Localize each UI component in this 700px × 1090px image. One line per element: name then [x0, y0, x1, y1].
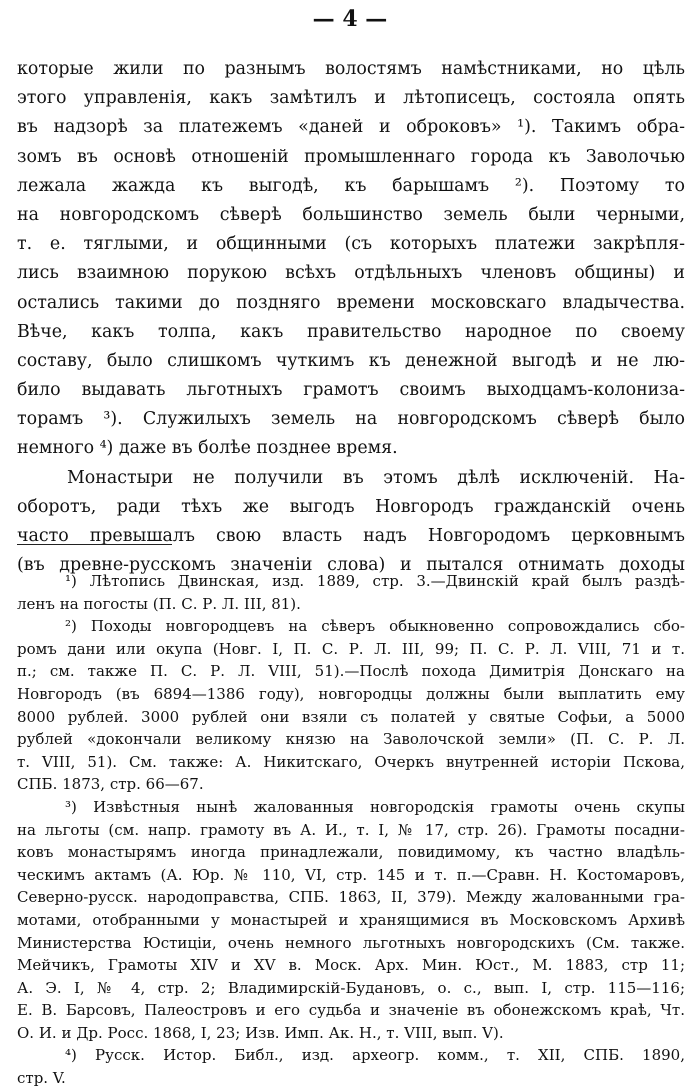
footnote-line: п.; см. также П. С. Р. Л. VIII, 51).—Послѣ похода Димитрія Донскаго на: [17, 662, 685, 681]
text-line: Вѣче, какъ толпа, какъ правительство народное по своему: [17, 321, 685, 342]
footnote-line: Северно-русск. народоправства, СПБ. 1863, II, 379). Между жалованными гра-: [17, 888, 685, 907]
text-line: составу, было слишкомъ чуткимъ къ денежной выгодѣ и не лю-: [17, 350, 685, 371]
footnote-line: ⁴) Русск. Истор. Библ., изд. археогр. комм., т. XII, СПБ. 1890,: [65, 1046, 685, 1065]
footnote-line: ленъ на погосты (П. С. Р. Л. III, 81).: [17, 594, 301, 613]
footnote-line: ковъ монастырямъ иногда принадлежали, повидимому, къ частно владѣль-: [17, 843, 685, 862]
footnote-line: мотами, отобранными у монастырей и хранящимися въ Московскомъ Архивѣ: [17, 910, 685, 929]
text-line: на новгородскомъ сѣверѣ большинство земель были черными,: [17, 204, 685, 225]
footnote-divider: [17, 544, 172, 545]
text-line: Монастыри не получили въ этомъ дѣлѣ исключеній. На-: [67, 467, 685, 488]
footnote-line: стр. V.: [17, 1069, 66, 1088]
text-line: оборотъ, ради тѣхъ же выгодъ Новгородъ гражданскій очень: [17, 496, 685, 517]
footnote-line: Министерства Юстиціи, очень немного льготныхъ новгородскихъ (См. также.: [17, 933, 685, 952]
text-line: немного ⁴) даже въ болѣе позднее время.: [17, 438, 398, 459]
text-line: лись взаимною порукою всѣхъ отдѣльныхъ членовъ общины) и: [17, 263, 685, 284]
main-text: [17, 55, 685, 580]
footnote-line: 8000 рублей. 3000 рублей они взяли съ полатей у святые Софьи, а 5000: [17, 707, 685, 726]
text-line: часто превышалъ свою власть надъ Новгородомъ церковнымъ: [17, 526, 685, 546]
footnote-line: А. Э. I, № 4, стр. 2; Владимирскій-Будановъ, о. с., вып. I, стр. 115—116;: [17, 978, 685, 997]
text-line: въ надзорѣ за платежемъ «даней и оброковъ» ¹). Такимъ обра-: [17, 117, 685, 138]
footnote-line: Новгородъ (въ 6894—1386 году), новгородцы должны были выплатить ему: [17, 684, 685, 703]
footnote-line: рублей «докончали великому князю на Заволочской земли» (П. С. Р. Л.: [17, 730, 685, 749]
text-line: этого управленія, какъ замѣтилъ и лѣтописецъ, состояла опять: [17, 88, 685, 109]
footnote-line: ¹) Лѣтопись Двинская, изд. 1889, стр. 3.—Двинскій край былъ раздѣ-: [65, 572, 685, 590]
footnote-line: Е. В. Барсовъ, Палеостровъ и его судьба и значеніе въ обонежскомъ краѣ, Чт.: [17, 1001, 685, 1020]
text-line: которые жили по разнымъ волостямъ намѣстниками, но цѣль: [17, 59, 685, 79]
footnote-line: СПБ. 1873, стр. 66—67.: [17, 775, 204, 794]
text-line: зомъ въ основѣ отношеній промышленнаго города къ Заволочью: [17, 146, 685, 167]
text-line: т. е. тяглыми, и общинными (съ которыхъ платежи закрѣпля-: [17, 234, 685, 255]
footnote-line: Мейчикъ, Грамоты XIV и XV в. Моск. Арх. Мин. Юст., М. 1883, стр 11;: [17, 956, 685, 975]
footnote-line: ромъ дани или окупа (Новг. I, П. С. Р. Л. III, 99; П. С. Р. Л. VIII, 71 и т.: [17, 639, 685, 658]
text-line: лежала жажда къ выгодѣ, къ барышамъ ²). Поэтому то: [17, 175, 685, 196]
footnote-line: ²) Походы новгородцевъ на сѣверъ обыкновенно сопровождались сбо-: [65, 617, 685, 636]
text-line: остались такими до поздняго времени московскаго владычества.: [17, 292, 685, 313]
footnote-line: на льготы (см. напр. грамоту въ А. И., т. I, № 17, стр. 26). Грамоты посадни-: [17, 820, 685, 839]
footnote-line: т. VIII, 51). См. также: А. Никитскаго, Очеркъ внутренней исторіи Пскова,: [17, 752, 685, 771]
text-line: било выдавать льготныхъ грамотъ своимъ выходцамъ-колониза-: [17, 380, 685, 401]
footnote-line: ческимъ актамъ (А. Юр. № 110, VI, стр. 145 и т. п.—Сравн. Н. Костомаровъ,: [17, 865, 685, 884]
footnotes: [17, 570, 685, 1090]
text-line: (въ древне-русскомъ значеніи слова) и пытался отнимать доходы: [17, 555, 685, 576]
footnote-line: ³) Извѣстныя нынѣ жалованныя новгородскія грамоты очень скупы: [65, 797, 685, 816]
page-number: — 4 —: [312, 6, 388, 32]
text-line: торамъ ³). Служилыхъ земель на новгородскомъ сѣверѣ было: [17, 409, 685, 430]
footnote-line: О. И. и Др. Росс. 1868, I, 23; Изв. Имп. Ак. Н., т. VIII, вып. V).: [17, 1023, 504, 1042]
